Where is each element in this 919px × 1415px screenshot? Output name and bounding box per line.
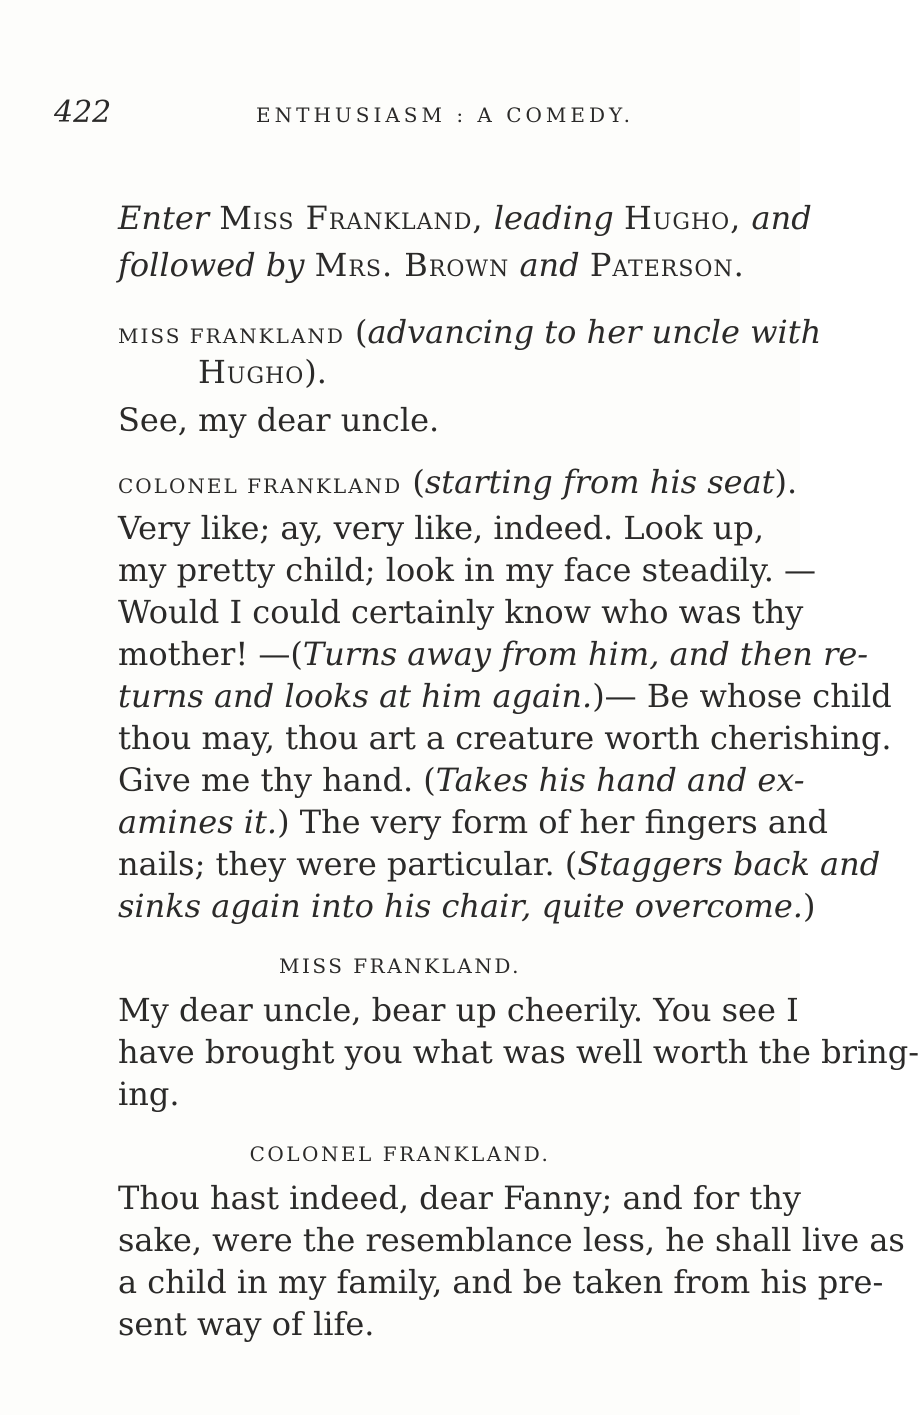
running-head: ENTHUSIASM : A COMEDY. [256,103,635,127]
speaker-heading: MISS FRANKLAND. [278,954,521,978]
text-line: sake, were the resemblance less, he shall live as [118,1221,905,1259]
page-number: 422 [54,95,112,130]
text-line: ing. [118,1075,180,1113]
text-line: turns and looks at him again.)— Be whose child [118,677,892,715]
text-line: Thou hast indeed, dear Fanny; and for thy [118,1179,801,1217]
speaker-name: MISS FRANKLAND [118,324,345,348]
speaker-line: MISS FRANKLAND (advancing to her uncle with [118,313,822,351]
text-line: sinks again into his chair, quite overcome.) [118,887,816,925]
text-line: a child in my family, and be taken from his pre- [118,1263,884,1301]
speech-text: See, my dear uncle. [118,401,440,439]
speaker-name: COLONEL FRANKLAND [118,474,403,498]
text-line: mother! —(Turns away from him, and then re- [118,635,869,673]
text-line: thou may, thou art a creature worth cherishing. [118,719,892,757]
text-line: Give me thy hand. (Takes his hand and ex- [118,761,805,799]
text-line: My dear uncle, bear up cheerily. You see I [118,991,799,1029]
text-line: sent way of life. [118,1305,375,1343]
text-line: amines it.) The very form of her fingers and [118,803,828,841]
speaker-heading: COLONEL FRANKLAND. [249,1142,551,1166]
text-line: followed by Mrs. Brown and Paterson. [118,246,745,284]
text-line: Enter Miss Frankland, leading Hugho, and [118,199,812,237]
speaker-line: COLONEL FRANKLAND (starting from his seat). [118,463,798,501]
text-line: my pretty child; look in my face steadily. — [118,551,817,589]
page-header [40,95,740,135]
text-line: nails; they were particular. (Staggers back and [118,845,881,883]
text-line: Hugho). [198,353,327,391]
stage-direction: starting from his seat [424,463,775,501]
stage-direction: advancing to her uncle with [367,313,822,351]
text-line: have brought you what was well worth the bring- [118,1033,919,1071]
text-line: Would I could certainly know who was thy [118,593,804,631]
text-line: Very like; ay, very like, indeed. Look up, [118,509,764,547]
